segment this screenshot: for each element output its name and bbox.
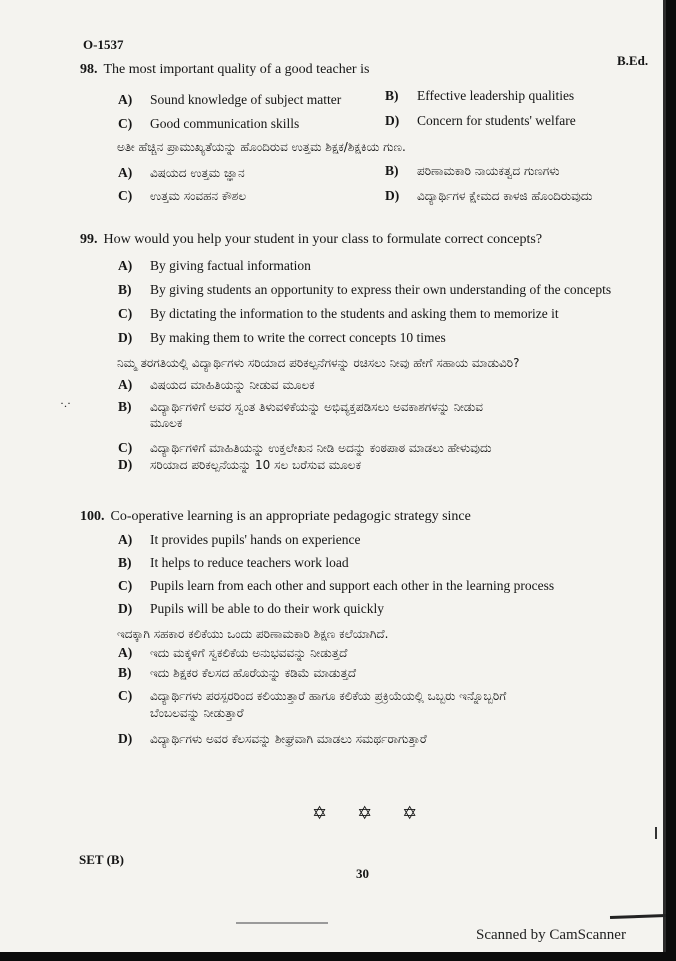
option-a: A) It provides pupils' hands on experience xyxy=(118,532,361,547)
option-b: B) It helps to reduce teachers work load xyxy=(118,555,349,570)
option-d-kannada: D) ವಿದ್ಯಾರ್ಥಿಗಳ ಕ್ಷೇಮದ ಕಾಳಜಿ ಹೊಂದಿರುವುದು xyxy=(385,188,593,203)
option-b-kannada: B) ಇದು ಶಿಕ್ಷಕರ ಕೆಲಸದ ಹೊರೆಯನ್ನು ಕಡಿಮೆ ಮಾಡುತ್ತದೆ xyxy=(118,665,357,680)
option-a-kannada: A) ಇದು ಮಕ್ಕಳಿಗೆ ಸ್ವಕಲಿಕೆಯ ಅನುಭವವನ್ನು ನೀಡುತ್ತದೆ xyxy=(118,645,348,660)
stray-mark: ·.· xyxy=(60,396,71,410)
scan-line-mark xyxy=(236,922,328,924)
option-d: D) Concern for students' welfare xyxy=(385,113,576,128)
option-d: D) By making them to write the correct concepts 10 times xyxy=(118,330,446,345)
option-d: D) Pupils will be able to do their work quickly xyxy=(118,601,384,616)
option-d-kannada: D) ಸರಿಯಾದ ಪರಿಕಲ್ಪನೆಯನ್ನು 10 ಸಲ ಬರೆಸುವ ಮೂಲಕ xyxy=(118,457,361,472)
option-c-kannada: C) ಉತ್ತಮ ಸಂವಹನ ಕೌಶಲ xyxy=(118,188,247,203)
option-b-kannada: B) ವಿದ್ಯಾರ್ಥಿಗಳಿಗೆ ಅವರ ಸ್ವಂತ ತಿಳುವಳಿಕೆಯನ್ನು ಅಭಿವ್ಯಕ್ತಪಡಿಸಲು ಅವಕಾಶಗಳನ್ನು ನೀಡುವ xyxy=(118,399,483,414)
scanner-watermark: Scanned by CamScanner xyxy=(476,927,626,943)
option-a-kannada: A) ವಿಷಯದ ಉತ್ತಮ ಜ್ಞಾನ xyxy=(118,165,245,180)
option-b: B) Effective leadership qualities xyxy=(385,88,575,103)
question-99 xyxy=(80,232,542,248)
option-c: C) By dictating the information to the students and asking them to memorize it xyxy=(118,306,559,321)
option-c-kannada: C) ವಿದ್ಯಾರ್ಥಿಗಳಿಗೆ ಮಾಹಿತಿಯನ್ನು ಉಕ್ತಲೇಖನ ನೀಡಿ ಅದನ್ನು ಕಂಠಪಾಠ ಮಾಡಲು ಹೇಳುವುದು xyxy=(118,440,492,455)
question-100 xyxy=(80,509,471,525)
option-a: A) By giving factual information xyxy=(118,258,311,273)
question-number: 99. xyxy=(80,232,98,247)
question-text-kannada: ನಿಮ್ಮ ತರಗತಿಯಲ್ಲಿ ವಿದ್ಯಾರ್ಥಿಗಳು ಸರಿಯಾದ ಪರಿಕಲ್ಪನೆಗಳನ್ನು ರಚಿಸಲು ನೀವು ಹೇಗೆ ಸಹಾಯ ಮಾಡುವಿರಿ? xyxy=(117,356,520,370)
end-stars-icon: ✡✡✡ xyxy=(312,803,448,823)
option-c-kannada-cont: ಬೆಂಬಲವನ್ನು ನೀಡುತ್ತಾರೆ xyxy=(150,706,244,720)
question-text-kannada: ಇದಕ್ಕಾಗಿ ಸಹಕಾರ ಕಲಿಕೆಯು ಒಂದು ಪರಿಣಾಮಕಾರಿ ಶಿಕ್ಷಣ ಕಲೆಯಾಗಿದೆ. xyxy=(117,627,389,641)
option-c: C) Good communication skills xyxy=(118,116,300,131)
option-b-kannada: B) ಪರಿಣಾಮಕಾರಿ ನಾಯಕತ್ವದ ಗುಣಗಳು xyxy=(385,163,560,178)
course-name: B.Ed. xyxy=(617,53,649,68)
option-d-kannada: D) ವಿದ್ಯಾರ್ಥಿಗಳು ಅವರ ಕೆಲಸವನ್ನು ಶೀಘ್ರವಾಗಿ ಮಾಡಲು ಸಮರ್ಥರಾಗುತ್ತಾರೆ xyxy=(118,731,427,746)
option-c-kannada: C) ವಿದ್ಯಾರ್ಥಿಗಳು ಪರಸ್ಪರರಿಂದ ಕಲಿಯುತ್ತಾರೆ ಹಾಗೂ ಕಲಿಕೆಯ ಪ್ರಕ್ರಿಯೆಯಲ್ಲಿ ಒಬ್ಬರು ಇನ್ನೊಬ್ಬರಿಗೆ xyxy=(118,688,507,703)
question-text-kannada: ಅತೀ ಹೆಚ್ಚಿನ ಪ್ರಾಮುಖ್ಯತೆಯನ್ನು ಹೊಂದಿರುವ ಉತ್ತಮ ಶಿಕ್ಷಕ/ಶಿಕ್ಷಕಿಯ ಗುಣ. xyxy=(117,140,406,154)
option-a: A) Sound knowledge of subject matter xyxy=(118,92,342,107)
paper-code: O-1537 xyxy=(83,37,124,52)
question-text: The most important quality of a good teacher is xyxy=(103,62,370,77)
question-number: 100. xyxy=(80,509,105,524)
set-label: SET (B) xyxy=(79,852,124,867)
option-c: C) Pupils learn from each other and support each other in the learning process xyxy=(118,578,555,593)
option-a-kannada: A) ವಿಷಯದ ಮಾಹಿತಿಯನ್ನು ನೀಡುವ ಮೂಲಕ xyxy=(118,377,315,392)
page-number: 30 xyxy=(356,866,369,881)
question-number: 98. xyxy=(80,62,98,77)
scan-mark xyxy=(655,827,657,839)
option-b-kannada-cont: ಮೂಲಕ xyxy=(150,416,183,430)
question-text: How would you help your student in your class to formulate correct concepts? xyxy=(103,232,543,247)
question-98 xyxy=(80,62,369,78)
question-text: Co-operative learning is an appropriate pedagogic strategy since xyxy=(110,509,471,524)
scan-line-mark xyxy=(610,914,666,919)
scan-edge xyxy=(663,0,666,952)
option-b: B) By giving students an opportunity to express their own understanding of the concepts xyxy=(118,282,612,297)
